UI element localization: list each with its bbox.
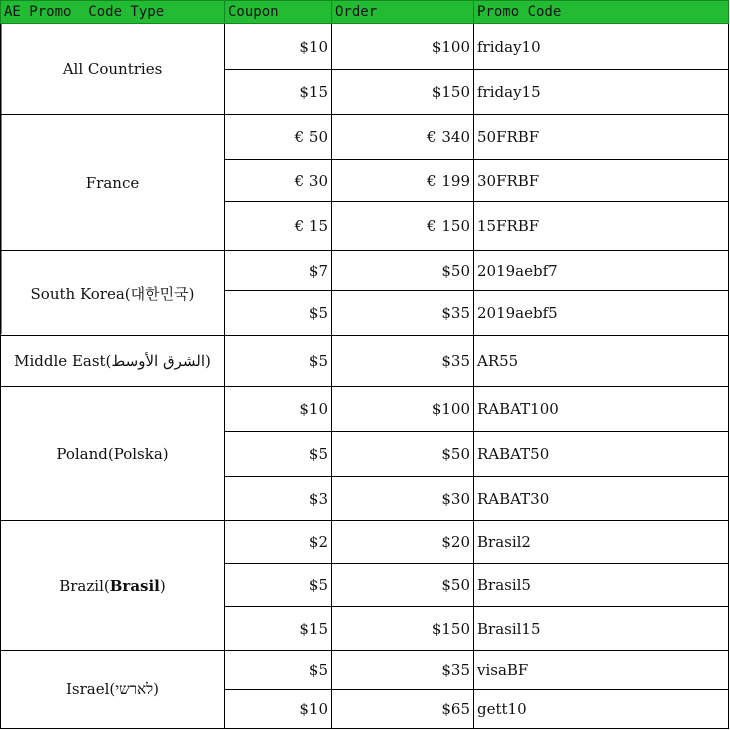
promo-code-cell[interactable]: Brasil15 xyxy=(474,607,729,651)
coupon-cell[interactable]: $5 xyxy=(225,291,332,336)
order-cell[interactable]: $100 xyxy=(332,387,474,432)
region-cell[interactable] xyxy=(1,387,225,521)
order-cell[interactable]: $150 xyxy=(332,70,474,115)
order-cell[interactable]: $35 xyxy=(332,651,474,690)
coupon-cell[interactable]: $3 xyxy=(225,477,332,521)
region-label: All Countries xyxy=(62,60,163,78)
promo-code-cell[interactable]: Brasil5 xyxy=(474,564,729,607)
region-label: Poland(Polska) xyxy=(56,444,169,463)
promo-code-cell[interactable]: 15FRBF xyxy=(474,202,729,251)
promo-code-cell[interactable]: 30FRBF xyxy=(474,160,729,202)
order-cell[interactable]: $100 xyxy=(332,24,474,70)
coupon-cell[interactable]: $15 xyxy=(225,70,332,115)
table-body xyxy=(1,24,729,729)
promo-code-cell[interactable]: 2019aebf7 xyxy=(474,251,729,291)
coupon-cell[interactable]: $2 xyxy=(225,521,332,564)
table-row xyxy=(1,521,729,564)
table-row xyxy=(1,24,729,70)
table-row xyxy=(1,251,729,291)
order-cell[interactable]: $35 xyxy=(332,291,474,336)
coupon-cell[interactable]: $10 xyxy=(225,690,332,729)
region-label: Brazil( xyxy=(59,576,110,595)
order-cell[interactable]: $30 xyxy=(332,477,474,521)
region-label: South Korea(대한민국) xyxy=(30,284,195,303)
order-cell[interactable]: € 340 xyxy=(332,115,474,160)
promo-code-cell[interactable]: Brasil2 xyxy=(474,521,729,564)
coupon-cell[interactable]: $10 xyxy=(225,24,332,70)
coupon-cell[interactable]: $5 xyxy=(225,336,332,387)
order-cell[interactable]: $35 xyxy=(332,336,474,387)
header-order[interactable]: Order xyxy=(332,1,474,24)
order-cell[interactable]: € 150 xyxy=(332,202,474,251)
region-cell[interactable] xyxy=(1,115,225,251)
promo-code-cell[interactable]: 2019aebf5 xyxy=(474,291,729,336)
header-row xyxy=(1,1,729,24)
coupon-cell[interactable]: $7 xyxy=(225,251,332,291)
table-row xyxy=(1,336,729,387)
coupon-cell[interactable]: € 15 xyxy=(225,202,332,251)
header-coupon[interactable]: Coupon xyxy=(225,1,332,24)
order-cell[interactable]: $150 xyxy=(332,607,474,651)
coupon-cell[interactable]: $5 xyxy=(225,651,332,690)
promo-code-cell[interactable]: friday10 xyxy=(474,24,729,70)
promo-code-cell[interactable]: RABAT50 xyxy=(474,432,729,477)
region-cell[interactable] xyxy=(1,336,225,387)
promo-code-cell[interactable]: RABAT30 xyxy=(474,477,729,521)
header-region[interactable]: AE Promo Code Type xyxy=(1,1,225,24)
coupon-cell[interactable]: $5 xyxy=(225,432,332,477)
order-cell[interactable]: $65 xyxy=(332,690,474,729)
order-cell[interactable]: $50 xyxy=(332,251,474,291)
coupon-cell[interactable]: $10 xyxy=(225,387,332,432)
promo-code-cell[interactable]: visaBF xyxy=(474,651,729,690)
coupon-cell[interactable]: € 50 xyxy=(225,115,332,160)
table-row xyxy=(1,115,729,160)
promo-code-cell[interactable]: friday15 xyxy=(474,70,729,115)
region-cell[interactable] xyxy=(1,521,225,651)
promo-code-cell[interactable]: 50FRBF xyxy=(474,115,729,160)
table-row xyxy=(1,387,729,432)
region-label: Middle East(الشرق الأوسط) xyxy=(14,352,211,370)
region-cell[interactable] xyxy=(1,651,225,729)
coupon-cell[interactable]: € 30 xyxy=(225,160,332,202)
region-cell[interactable] xyxy=(1,24,225,115)
order-cell[interactable]: $20 xyxy=(332,521,474,564)
coupon-cell[interactable]: $15 xyxy=(225,607,332,651)
promo-code-cell[interactable]: RABAT100 xyxy=(474,387,729,432)
region-label-bold: Brasil xyxy=(109,576,160,595)
header-promo-code[interactable]: Promo Code xyxy=(474,1,729,24)
region-label: Israel(לארשי) xyxy=(65,680,160,698)
order-cell[interactable]: $50 xyxy=(332,564,474,607)
order-cell[interactable]: $50 xyxy=(332,432,474,477)
order-cell[interactable]: € 199 xyxy=(332,160,474,202)
region-cell[interactable] xyxy=(1,251,225,336)
table-row xyxy=(1,651,729,690)
region-label: France xyxy=(85,173,140,192)
promo-code-cell[interactable]: gett10 xyxy=(474,690,729,729)
coupon-cell[interactable]: $5 xyxy=(225,564,332,607)
region-label-suffix: ) xyxy=(159,576,166,595)
promo-code-cell[interactable]: AR55 xyxy=(474,336,729,387)
